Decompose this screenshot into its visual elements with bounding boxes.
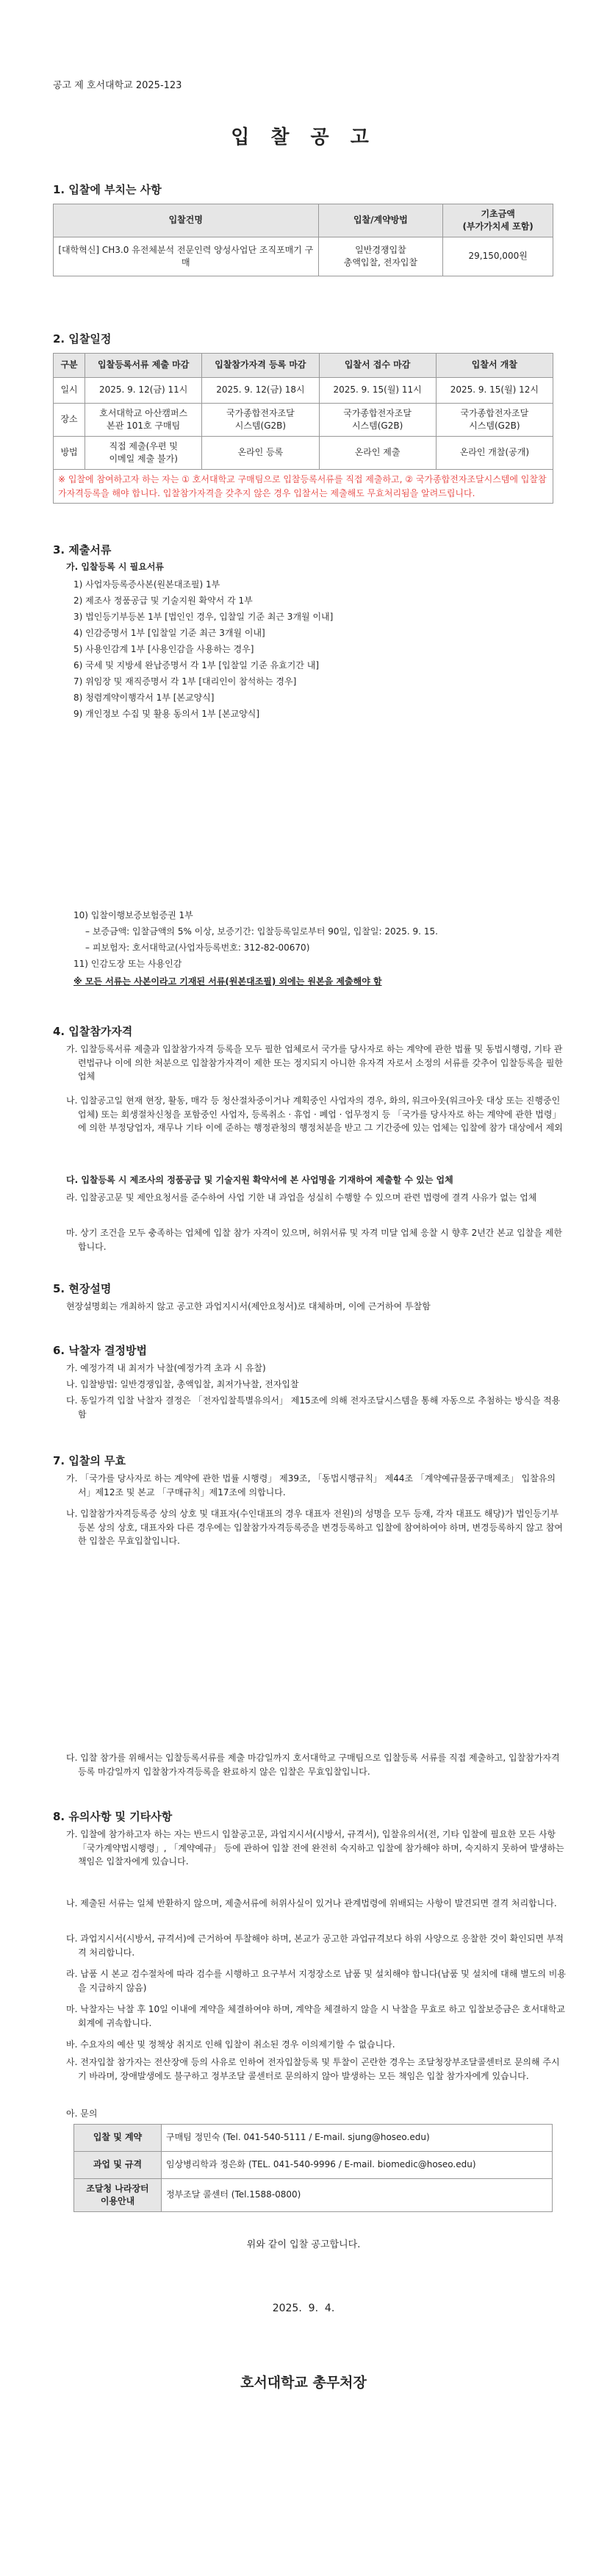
list-item-detail: – 보증금액: 입찰금액의 5% 이상, 보증기간: 입찰등록일로부터 90일, 입찰일: 2025. 9. 15. <box>85 926 438 937</box>
table-header-cell: 입찰참가자격 등록 마감 <box>202 354 319 378</box>
list-item: 바. 수요자의 예산 및 정책상 취지로 인해 입찰이 취소된 경우 이의제기할 수 없습니다. <box>66 2039 395 2050</box>
table-header-cell: 입찰서 접수 마감 <box>319 354 436 378</box>
table-cell: 2025. 9. 15(월) 11시 <box>319 378 436 404</box>
table-cell: 일시 <box>54 378 85 404</box>
table-header-cell: 입찰/계약방법 <box>318 204 443 237</box>
table-cell: 방법 <box>54 437 85 470</box>
table-row <box>54 470 553 504</box>
table-row <box>74 2125 553 2152</box>
schedule-table <box>53 353 553 504</box>
table-row <box>54 237 553 276</box>
closing-text: 위와 같이 입찰 공고합니다. <box>246 2239 361 2250</box>
contact-label: 조달청 나라장터 이용안내 <box>74 2179 162 2212</box>
table-row <box>54 404 553 437</box>
list-item: 사. 전자입찰 참가자는 전산장애 등의 사유로 인하여 전자입찰등록 및 투찰이 곤란한 경우는 조달청장부조달콜센터로 문의해 주시기 바라며, 장애발생에도 불구하고 정부조달 콜센터로 문의하지 않아 발생하는 모든 책임은 입찰 참가자에게 있습니다. <box>66 2057 560 2081</box>
section-4-title: 4. 입찰참가자격 <box>53 1025 133 1038</box>
list-item: 5) 사용인감계 1부 [사용인감을 사용하는 경우] <box>73 644 254 654</box>
table-header-cell: 입찰건명 <box>54 204 319 237</box>
list-item: 라. 납품 시 본교 검수절차에 따라 검수를 시행하고 요구부서 지정장소로 납품 및 설치해야 합니다(납품 및 설치에 대해 별도의 비용을 지급하지 않음) <box>66 1969 566 1993</box>
page-title: 입 찰 공 고 <box>231 126 376 149</box>
list-item: 가. 「국가를 당사자로 하는 계약에 관한 법률 시행령」 제39조, 「동법시행규칙」 제44조 「계약예규물품구매제조」 입찰유의서」제12조 및 본교 「구매규칙」제17조에 의합니다. <box>66 1473 556 1498</box>
table-cell: 장소 <box>54 404 85 437</box>
table-header-cell: 구분 <box>54 354 85 378</box>
list-item: 가. 입찰에 참가하고자 하는 자는 반드시 입찰공고문, 과업지시서(시방서, 규격서), 입찰유의서(전, 기타 입찰에 필요한 모든 사항 「국가계약법시행령」, 「계약예규」 등에 관하여 입찰 전에 완전히 숙지하고 입찰에 참가해야 하며, 숙지하지 못하여 발생하는 책임은 입찰자에게 있습니다. <box>66 1829 564 1867</box>
contact-value: 구매팀 정민숙 (Tel. 041-540-5111 / E-mail. sjung@hoseo.edu) <box>162 2125 553 2152</box>
section-3-title: 3. 제출서류 <box>53 543 112 557</box>
table-header-row <box>54 354 553 378</box>
table-cell: 국가종합전자조달 시스템(G2B) <box>319 404 436 437</box>
table-cell: 온라인 개찰(공개) <box>436 437 553 470</box>
contact-value: 정부조달 콜센터 (Tel.1588-0800) <box>162 2179 553 2212</box>
table-cell: 온라인 등록 <box>202 437 319 470</box>
list-item: 다. 동일가격 입찰 낙찰자 결정은 「전자입찰특별유의서」 제15조에 의해 전자조달시스템을 통해 자동으로 추첨하는 방식을 적용함 <box>66 1395 561 1420</box>
list-item: 나. 입찰방법: 일반경쟁입찰, 총액입찰, 최저가낙찰, 전자입찰 <box>66 1379 299 1389</box>
list-item: 1) 사업자등록증사본(원본대조필) 1부 <box>73 579 220 590</box>
contact-table <box>73 2124 553 2212</box>
schedule-warning-note: ※ 입찰에 참여하고자 하는 자는 ① 호서대학교 구매팀으로 입찰등록서류를 직접 제출하고, ② 국가종합전자조달시스템에 입찰참가자격등록을 해야 합니다. 입찰참가자격을 갖추지 않은 경우 입찰서는 제출해도 무효처리됨을 알려드립니다. <box>54 470 553 504</box>
section-8-title: 8. 유의사항 및 기타사항 <box>53 1810 173 1823</box>
table-row <box>74 2152 553 2179</box>
contact-value: 임상병리학과 정은화 (TEL. 041-540-9996 / E-mail. biomedic@hoseo.edu) <box>162 2152 553 2179</box>
table-row <box>74 2179 553 2212</box>
bid-item-table <box>53 204 553 276</box>
list-item: 11) 인감도장 또는 사용인감 <box>73 959 182 969</box>
list-item: 아. 문의 <box>66 2108 98 2119</box>
list-item: 마. 상기 조건을 모두 충족하는 업체에 입찰 참가 자격이 있으며, 허위서류 및 자격 미달 업체 응찰 시 향후 2년간 본교 입찰을 제한합니다. <box>66 1228 562 1252</box>
table-cell: 2025. 9. 12(금) 11시 <box>85 378 202 404</box>
table-header-cell: 기초금액 (부가가치세 포함) <box>443 204 553 237</box>
table-cell: 호서대학교 아산캠퍼스 본관 101호 구매팀 <box>85 404 202 437</box>
section-6-title: 6. 낙찰자 결정방법 <box>53 1344 148 1357</box>
subsection-heading: 가. 입찰등록 시 필요서류 <box>66 562 165 572</box>
table-cell: [대학혁신] CH3.0 유전체분석 전문인력 양성사업단 조직포매기 구매 <box>54 237 319 276</box>
list-item: 나. 제출된 서류는 일체 반환하지 않으며, 제출서류에 허위사실이 있거나 관계법령에 위배되는 사항이 발견되면 결격 처리합니다. <box>66 1898 557 1908</box>
table-row <box>54 437 553 470</box>
table-cell: 직접 제출(우편 및 이메일 제출 불가) <box>85 437 202 470</box>
list-item: 3) 법인등기부등본 1부 [법인인 경우, 입찰일 기준 최근 3개월 이내] <box>73 612 334 622</box>
list-item: 2) 제조사 정품공급 및 기술지원 확약서 각 1부 <box>73 595 253 606</box>
list-item: 다. 과업지시서(시방서, 규격서)에 근거하여 투찰해야 하며, 본교가 공고한 과업규격보다 하위 사양으로 응찰한 것이 확인되면 부적격 처리합니다. <box>66 1933 564 1958</box>
notice-date: 2025. 9. 4. <box>272 2303 335 2314</box>
signature: 호서대학교 총무처장 <box>240 2375 367 2391</box>
table-header-cell: 입찰서 개찰 <box>436 354 553 378</box>
table-header-row <box>54 204 553 237</box>
list-item: 7) 위임장 및 재직증명서 각 1부 [대리인이 참석하는 경우] <box>73 676 297 687</box>
contact-label: 과업 및 규격 <box>74 2152 162 2179</box>
list-item: 라. 입찰공고문 및 제안요청서를 준수하여 사업 기한 내 과업을 성실히 수행할 수 있으며 관련 법령에 결격 사유가 없는 업체 <box>66 1192 537 1203</box>
list-item: 가. 예정가격 내 최저가 낙찰(예정가격 초과 시 유찰) <box>66 1363 266 1373</box>
site-briefing-text: 현장설명회는 개최하지 않고 공고한 과업지시서(제안요청서)로 대체하며, 이에 근거하여 투찰함 <box>66 1301 431 1312</box>
list-item: 나. 입찰공고일 현재 현장, 활동, 매각 등 청산절차중이거나 계획중인 사업자의 경우, 화의, 워크아웃(워크아웃 대상 또는 진행중인 업체) 또는 회생절차신청을 포함중인 사업자, 등록취소 · 휴업 · 폐업 · 업무정지 등 「국가를 당사자로 하는 계약에 관한 법령」에 의한 부정당업자, 재무나 기타 이에 준하는 행정관청의 행정처분을 받고 그 기간중에 있는 업체는 입찰에 참가 대상에서 제외 <box>66 1095 563 1134</box>
table-header-cell: 입찰등록서류 제출 마감 <box>85 354 202 378</box>
section-5-title: 5. 현장설명 <box>53 1282 112 1295</box>
table-cell: 국가종합전자조달 시스템(G2B) <box>436 404 553 437</box>
list-item: 9) 개인정보 수집 및 활용 동의서 1부 [본교양식] <box>73 709 260 719</box>
contact-label: 입찰 및 계약 <box>74 2125 162 2152</box>
list-item: 나. 입찰참가자격등록증 상의 상호 및 대표자(수인대표의 경우 대표자 전원)의 성명을 모두 등재, 각자 대표도 해당)가 법인등기부등본 상의 상호, 대표자와 다른 경우에는 입찰참가자격등록증을 변경등록하고 입찰에 참여하여야 하며, 변경등록하지 않고 참여한 입찰은 무효입찰입니다. <box>66 1509 564 1547</box>
table-cell: 29,150,000원 <box>443 237 553 276</box>
section-1-title: 1. 입찰에 부치는 사항 <box>53 183 162 196</box>
table-cell: 국가종합전자조달 시스템(G2B) <box>202 404 319 437</box>
list-item: 4) 인감증명서 1부 [입찰일 기준 최근 3개월 이내] <box>73 628 265 638</box>
list-item: 6) 국세 및 지방세 완납증명서 각 1부 [입찰일 기준 유효기간 내] <box>73 660 320 670</box>
section-7-title: 7. 입찰의 무효 <box>53 1454 126 1467</box>
list-item: 마. 낙찰자는 낙찰 후 10일 이내에 계약을 체결하여야 하며, 계약을 체결하지 않을 시 낙찰을 무효로 하고 입찰보증금은 호서대학교 회계에 귀속합니다. <box>66 2004 565 2028</box>
table-cell: 2025. 9. 12(금) 18시 <box>202 378 319 404</box>
notice-number: 공고 제 호서대학교 2025-123 <box>53 80 182 91</box>
list-item: 가. 입찰등록서류 제출과 입찰참가자격 등록을 모두 필한 업체로서 국가를 당사자로 하는 계약에 관한 법률 및 동법시행령, 기타 관련법규나 이에 의한 처분으로 입찰참가자격이 제한 또는 정지되지 아니한 유자격 자로서 소정의 서류를 갖추어 입찰등록을 필한 업체 <box>66 1044 564 1082</box>
section-2-title: 2. 입찰일정 <box>53 332 112 346</box>
list-item: 다. 입찰 참가를 위해서는 입찰등록서류를 제출 마감일까지 호서대학교 구매팀으로 입찰등록 서류를 직접 제출하고, 입찰참가자격등록 마감일까지 입찰참가자격등록을 완료하지 않은 입찰은 무효입찰입니다. <box>66 1753 560 1777</box>
list-item: 다. 입찰등록 시 제조사의 정품공급 및 기술지원 확약서에 본 사업명을 기재하여 제출할 수 있는 업체 <box>66 1175 453 1185</box>
documents-note: ※ 모든 서류는 사본이라고 기재된 서류(원본대조필) 외에는 원본을 제출해야 함 <box>73 976 382 987</box>
table-cell: 2025. 9. 15(월) 12시 <box>436 378 553 404</box>
table-row <box>54 378 553 404</box>
list-item-detail: – 피보험자: 호서대학교(사업자등록번호: 312-82-00670) <box>85 942 310 953</box>
table-cell: 일반경쟁입찰 총액입찰, 전자입찰 <box>318 237 443 276</box>
list-item: 8) 청렴계약이행각서 1부 [본교양식] <box>73 693 215 703</box>
table-cell: 온라인 제출 <box>319 437 436 470</box>
list-item: 10) 입찰이행보증보험증권 1부 <box>73 910 193 920</box>
